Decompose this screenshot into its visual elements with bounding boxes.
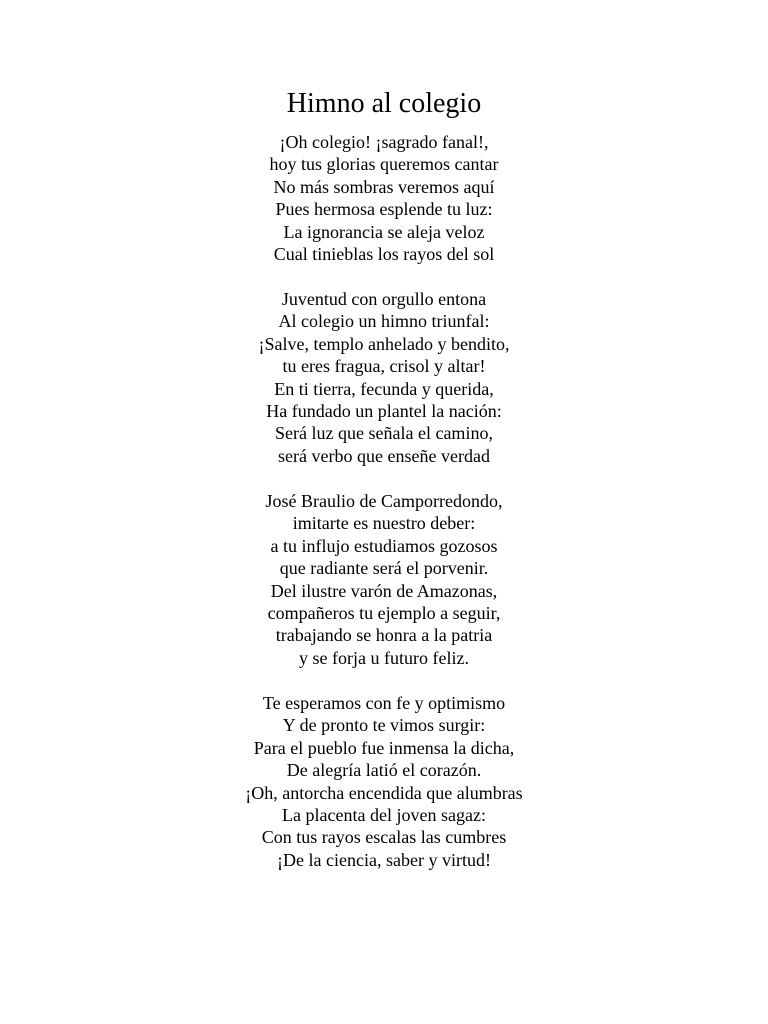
poem-line: Del ilustre varón de Amazonas, [270, 580, 498, 601]
poem-line: y se forja u futuro feliz. [299, 647, 469, 668]
poem-line: hoy tus glorias queremos cantar [269, 154, 499, 175]
poem-line: ¡Oh, antorcha encendida que alumbras [245, 782, 523, 803]
stanza-3 [0, 490, 768, 669]
poem-line: Y de pronto te vimos surgir: [282, 715, 486, 736]
poem-line: La placenta del joven sagaz: [282, 804, 486, 825]
poem-line: tu eres fragua, crisol y altar! [282, 356, 486, 377]
poem-line: Te esperamos con fe y optimismo [262, 693, 506, 713]
poem-line: ¡Oh colegio! ¡sagrado fanal!, [279, 132, 489, 152]
stanza-1 [0, 131, 768, 265]
stanza-2 [0, 288, 768, 467]
poem-line: José Braulio de Camporredondo, [265, 491, 503, 511]
poem-line: imitarte es nuestro deber: [292, 513, 476, 534]
poem-line: Ha fundado un plantel la nación: [266, 400, 502, 421]
poem-line: que radiante será el porvenir. [279, 558, 489, 579]
poem-line: será verbo que enseñe verdad [278, 445, 490, 466]
poem-line: compañeros tu ejemplo a seguir, [267, 602, 501, 623]
poem-line: Para el pueblo fue inmensa la dicha, [253, 737, 515, 758]
poem-line: De alegría latió el corazón. [286, 760, 482, 781]
poem-line: ¡Salve, templo anhelado y bendito, [258, 333, 510, 354]
poem-line: La ignorancia se aleja veloz [283, 221, 485, 242]
stanza-4 [0, 692, 768, 871]
poem-title: Himno al colegio [286, 88, 482, 119]
poem-line: ¡De la ciencia, saber y virtud! [277, 849, 491, 870]
poem-line: a tu influjo estudiamos gozosos [270, 535, 498, 556]
poem-line: Cual tinieblas los rayos del sol [273, 243, 495, 264]
poem-line: Pues hermosa esplende tu luz: [275, 199, 493, 220]
poem-line: Con tus rayos escalas las cumbres [261, 827, 507, 848]
poem-line: trabajando se honra a la patria [275, 625, 493, 646]
poem-line: En ti tierra, fecunda y querida, [274, 378, 494, 399]
poem-line: Será luz que señala el camino, [275, 423, 493, 444]
poem-line: No más sombras veremos aquí [273, 176, 495, 197]
poem-line: Juventud con orgullo entona [281, 289, 487, 309]
poem-line: Al colegio un himno triunfal: [278, 311, 490, 332]
